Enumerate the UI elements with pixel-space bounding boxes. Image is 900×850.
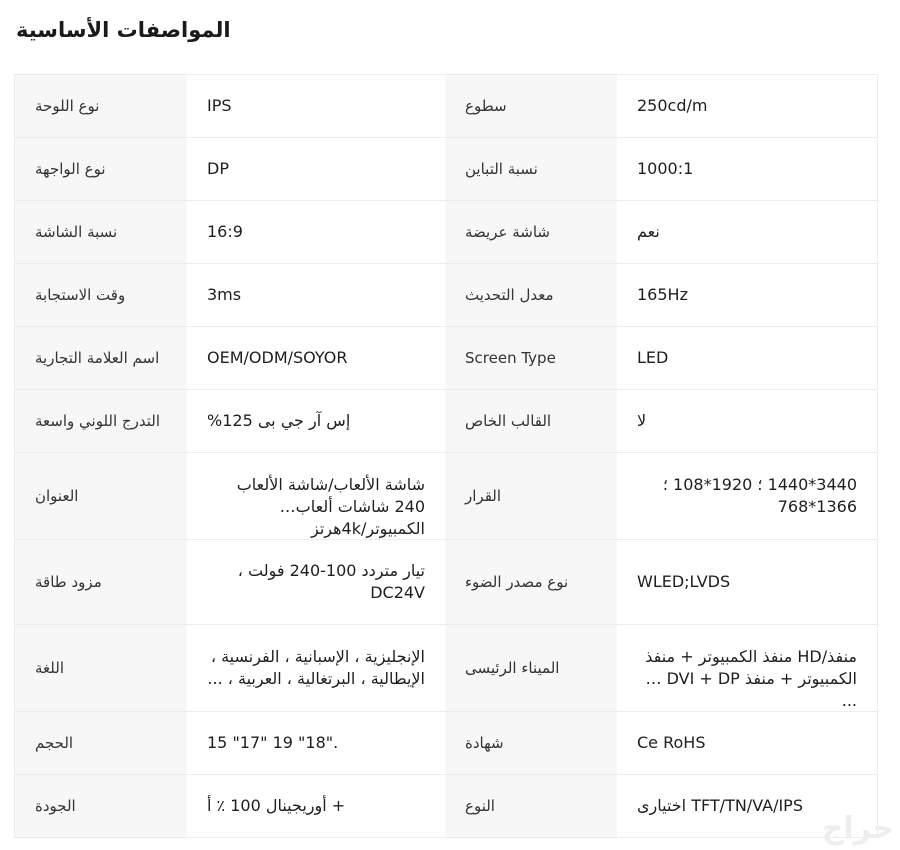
spec-row xyxy=(15,453,877,540)
spec-label: وقت الاستجابة xyxy=(15,264,187,326)
spec-value: منفذ/HD منفذ الكمبيوتر + منفذ الكمبيوتر + منفذ DVI + DP + ... xyxy=(645,647,857,710)
spec-value-wrap xyxy=(187,625,445,711)
spec-label: الميناء الرئيسى xyxy=(445,625,617,711)
spec-label: الحجم xyxy=(15,712,187,774)
spec-row xyxy=(15,264,877,327)
spec-value: نعم xyxy=(617,201,877,263)
spec-label: القالب الخاص xyxy=(445,390,617,452)
spec-label: نوع مصدر الضوء xyxy=(445,540,617,624)
spec-value: LED xyxy=(617,327,877,389)
spec-value: WLED;LVDS xyxy=(617,540,877,624)
spec-value: OEM/ODM/SOYOR xyxy=(187,327,445,389)
spec-value: 16:9 xyxy=(187,201,445,263)
spec-value: 3440*1440 ؛ 1920*108 ؛ 1366*768 xyxy=(662,475,857,516)
spec-value-wrap xyxy=(617,625,877,711)
watermark-logo: حراج xyxy=(821,811,894,846)
spec-value: 3ms xyxy=(187,264,445,326)
spec-row xyxy=(15,775,877,837)
spec-value: 15 "17" 19 "18". xyxy=(187,712,445,774)
spec-label: القرار xyxy=(445,453,617,539)
spec-value: TFT/TN/VA/IPS اختيارى xyxy=(617,775,877,837)
spec-value: IPS xyxy=(187,75,445,137)
section-title: المواصفات الأساسية xyxy=(16,18,231,42)
spec-label: معدل التحديث xyxy=(445,264,617,326)
spec-row xyxy=(15,390,877,453)
spec-row xyxy=(15,625,877,712)
spec-value: 165Hz xyxy=(617,264,877,326)
spec-label: اللغة xyxy=(15,625,187,711)
spec-row xyxy=(15,712,877,775)
spec-value: 250cd/m xyxy=(617,75,877,137)
spec-label: الجودة xyxy=(15,775,187,837)
spec-label: نوع اللوحة xyxy=(15,75,187,137)
spec-label: اسم العلامة التجارية xyxy=(15,327,187,389)
spec-value: إس آر جي بى 125% xyxy=(187,390,445,452)
spec-label: العنوان xyxy=(15,453,187,539)
spec-row xyxy=(15,327,877,390)
spec-label: مزود طاقة xyxy=(15,540,187,624)
spec-value-wrap xyxy=(187,453,445,539)
spec-value: لا xyxy=(617,390,877,452)
spec-row xyxy=(15,138,877,201)
spec-value: DP xyxy=(187,138,445,200)
spec-row xyxy=(15,201,877,264)
spec-value: Ce RoHS xyxy=(617,712,877,774)
spec-label: نسبة التباين xyxy=(445,138,617,200)
spec-value: + أوريجينال 100 ٪ أ xyxy=(187,775,445,837)
spec-label: نوع الواجهة xyxy=(15,138,187,200)
spec-value: 1000:1 xyxy=(617,138,877,200)
spec-value-wrap xyxy=(617,453,877,539)
spec-label: شاشة عريضة xyxy=(445,201,617,263)
spec-label: نسبة الشاشة xyxy=(15,201,187,263)
spec-label: النوع xyxy=(445,775,617,837)
spec-value: الإنجليزية ، الإسبانية ، الفرنسية ، الإيطالية ، البرتغالية ، العربية ، ... xyxy=(207,647,425,688)
spec-value: تيار متردد 100-240 فولت ، DC24V xyxy=(237,561,425,602)
spec-label: التدرج اللوني واسعة xyxy=(15,390,187,452)
spec-row xyxy=(15,75,877,138)
spec-value: شاشة الألعاب/شاشة الألعاب 240 شاشات ألعاب الكمبيوتر/4kهرتز xyxy=(236,475,425,538)
specs-table xyxy=(14,74,878,838)
spec-label: شهادة xyxy=(445,712,617,774)
spec-label: Screen Type xyxy=(445,327,617,389)
spec-label: سطوع xyxy=(445,75,617,137)
spec-row xyxy=(15,540,877,625)
spec-value-wrap xyxy=(187,540,445,624)
